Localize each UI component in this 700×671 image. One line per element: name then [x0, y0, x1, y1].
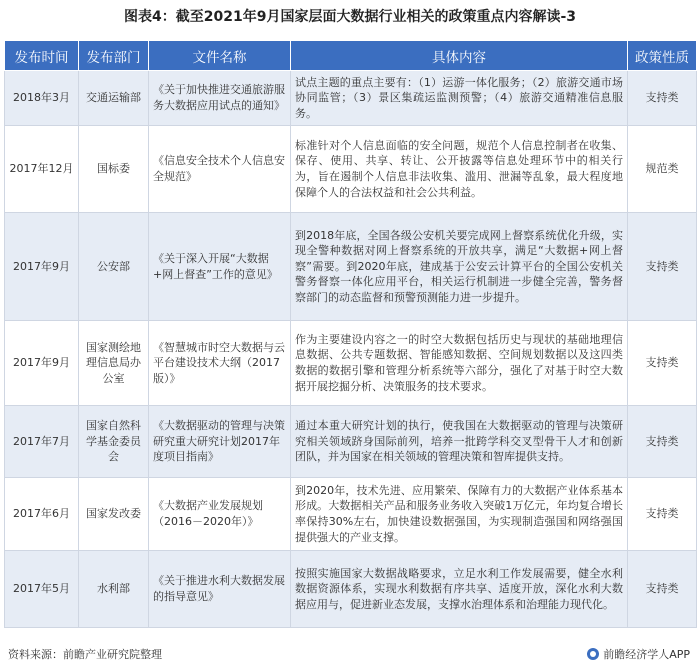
cell-content: 标准针对个人信息面临的安全问题，规范个人信息控制者在收集、保存、使用、共享、转让、公开披露等信息处理环节中的相关行为，旨在遏制个人信息非法收集、滥用、泄漏等乱象，最大程度地保障个人的合法权益和社会公共利益。	[291, 126, 628, 213]
table-header-row	[5, 41, 697, 71]
cell-dept: 国家测绘地理信息局办公室	[79, 321, 149, 406]
table-row	[5, 213, 697, 321]
cell-doc: 《信息安全技术个人信息安全规范》	[149, 126, 291, 213]
cell-nature: 支持类	[628, 551, 697, 628]
brand-label: 前瞻经济学人APP	[603, 648, 690, 661]
cell-doc: 《关于深入开展“大数据+网上督查”工作的意见》	[149, 213, 291, 321]
table-row	[5, 71, 697, 126]
cell-doc: 《关于加快推进交通旅游服务大数据应用试点的通知》	[149, 71, 291, 126]
header-date: 发布时间	[5, 41, 79, 71]
cell-dept: 国标委	[79, 126, 149, 213]
cell-doc: 《智慧城市时空大数据与云平台建设技术大纲（2017版）》	[149, 321, 291, 406]
footer	[0, 640, 700, 671]
cell-dept: 国家发改委	[79, 478, 149, 551]
cell-content: 作为主要建设内容之一的时空大数据包括历史与现状的基础地理信息数据、公共专题数据、智能感知数据、空间规划数据以及这四类数据的数据引擎和管理分析系统等六部分，强化了对基于时空大数据开展挖掘分析、决策服务的技术要求。	[291, 321, 628, 406]
cell-doc: 《大数据驱动的管理与决策研究重大研究计划2017年度项目指南》	[149, 406, 291, 478]
cell-doc: 《大数据产业发展规划（2016－2020年）》	[149, 478, 291, 551]
brand	[587, 646, 690, 662]
cell-date: 2017年7月	[5, 406, 79, 478]
cell-content: 按照实施国家大数据战略要求，立足水利工作发展需要，健全水利数据资源体系，实现水利数据有序共享、适度开放，深化水利大数据应用与，促进新业态发展，支撑水治理体系和治理能力现代化。	[291, 551, 628, 628]
cell-date: 2018年3月	[5, 71, 79, 126]
header-nature: 政策性质	[628, 41, 697, 71]
cell-date: 2017年9月	[5, 213, 79, 321]
cell-nature: 规范类	[628, 126, 697, 213]
cell-dept: 水利部	[79, 551, 149, 628]
table-row	[5, 126, 697, 213]
cell-nature: 支持类	[628, 406, 697, 478]
cell-date: 2017年9月	[5, 321, 79, 406]
cell-nature: 支持类	[628, 321, 697, 406]
cell-date: 2017年5月	[5, 551, 79, 628]
table-row	[5, 478, 697, 551]
cell-date: 2017年6月	[5, 478, 79, 551]
cell-dept: 国家自然科学基金委员会	[79, 406, 149, 478]
policy-table	[4, 40, 697, 628]
table-row	[5, 321, 697, 406]
source-note: 资料来源：前瞻产业研究院整理	[8, 648, 162, 661]
cell-dept: 交通运输部	[79, 71, 149, 126]
table-row	[5, 406, 697, 478]
cell-doc: 《关于推进水利大数据发展的指导意见》	[149, 551, 291, 628]
cell-nature: 支持类	[628, 478, 697, 551]
header-dept: 发布部门	[79, 41, 149, 71]
brand-logo-icon	[587, 648, 599, 660]
cell-date: 2017年12月	[5, 126, 79, 213]
cell-content: 到2020年，技术先进、应用繁荣、保障有力的大数据产业体系基本形成。大数据相关产品和服务业务收入突破1万亿元，年均复合增长率保持30%左右，加快建设数据强国，为实现制造强国和网络强国提供强大的产业支撑。	[291, 478, 628, 551]
cell-nature: 支持类	[628, 71, 697, 126]
header-content: 具体内容	[291, 41, 628, 71]
page-title: 图表4：截至2021年9月国家层面大数据行业相关的政策重点内容解读-3	[124, 9, 576, 25]
cell-content: 试点主题的重点主要有：（1）运游一体化服务；（2）旅游交通市场协同监管；（3）景区集疏运监测预警；（4）旅游交通精准信息服务。	[291, 71, 628, 126]
cell-content: 到2018年底，全国各级公安机关要完成网上督察系统优化升级，实现全警种数据对网上督察系统的开放共享，满足“大数据+网上督察”需要。到2020年底，建成基于公安云计算平台的全国公安机关警务督察一体化应用平台，相关运行机制进一步健全完善，警务督察部门的动态监督和预警预测能力进一步提升。	[291, 213, 628, 321]
header-doc: 文件名称	[149, 41, 291, 71]
cell-content: 通过本重大研究计划的执行，使我国在大数据驱动的管理与决策研究相关领域跻身国际前列，培养一批跨学科交叉型骨干人才和创新团队，并为国家在相关领域的管理决策和智库提供支持。	[291, 406, 628, 478]
table-row	[5, 551, 697, 628]
cell-dept: 公安部	[79, 213, 149, 321]
cell-nature: 支持类	[628, 213, 697, 321]
